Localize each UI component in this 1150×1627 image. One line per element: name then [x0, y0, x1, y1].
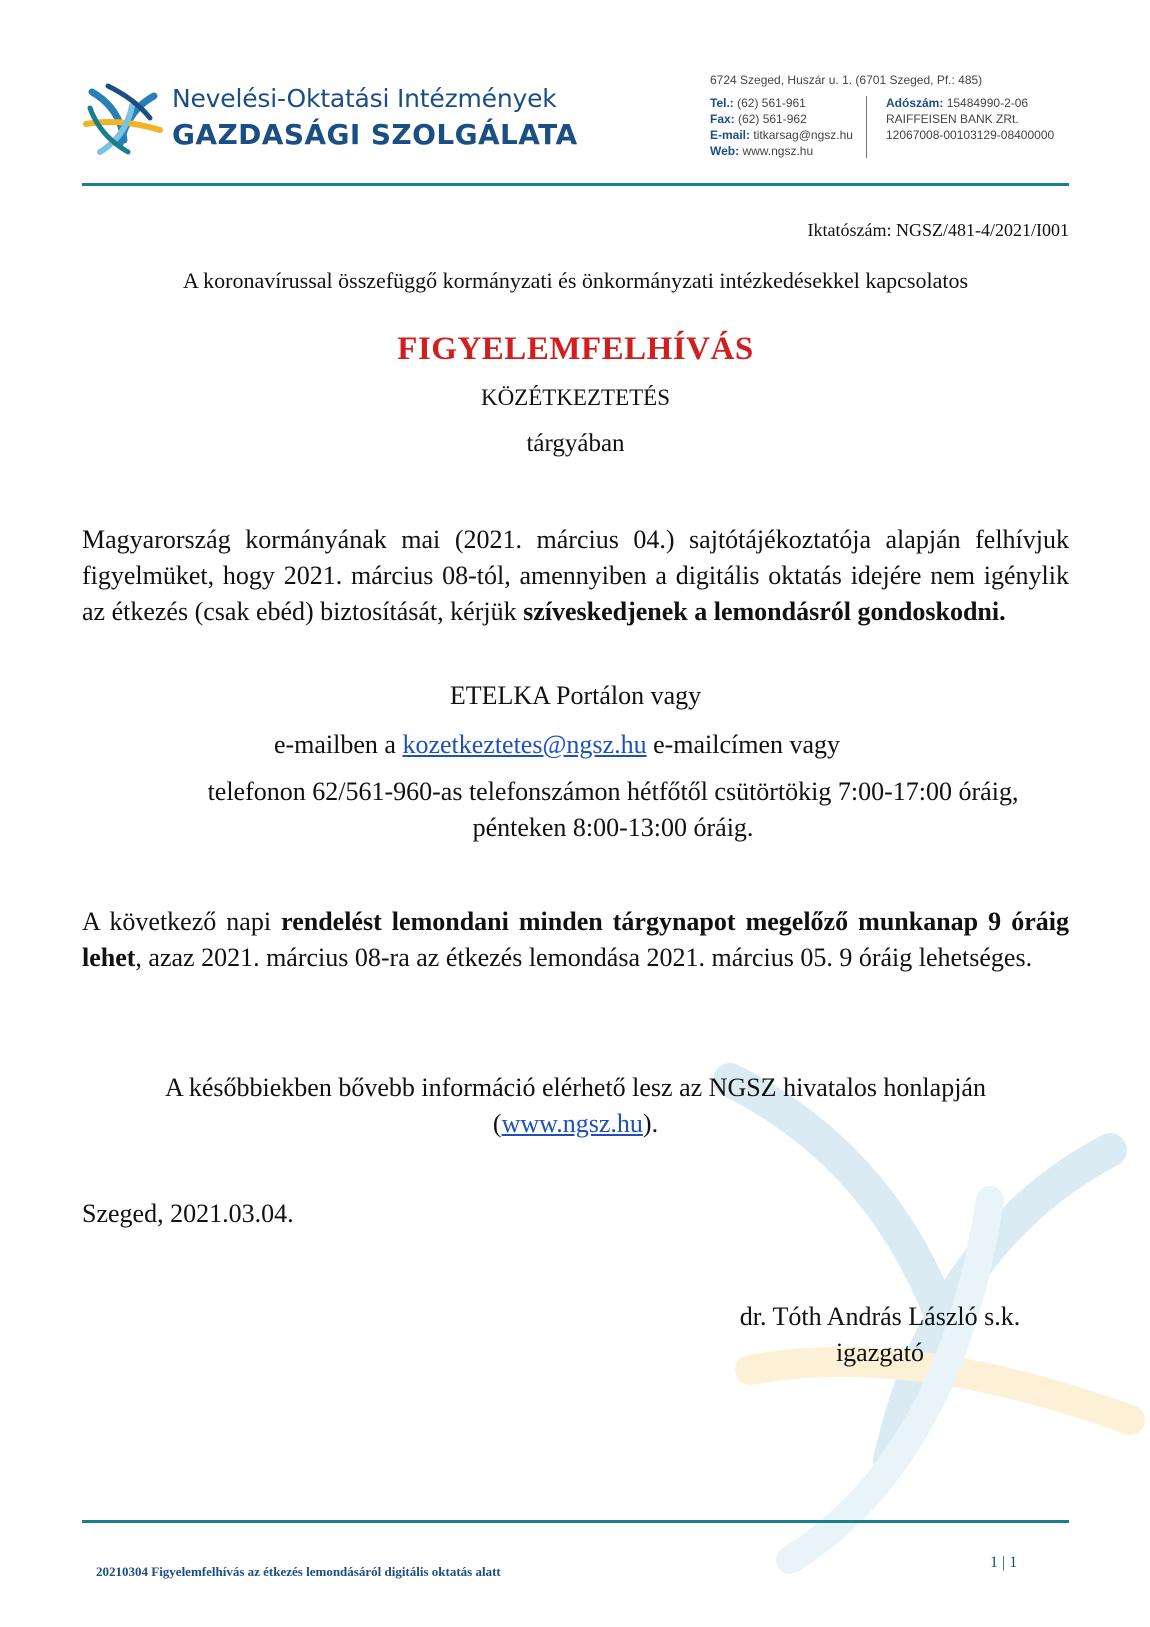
- bank-account: 12067008-00103129-08400000: [886, 128, 1055, 142]
- signature-block: [700, 1299, 1060, 1371]
- email-row: [710, 127, 853, 143]
- phone-label: Tel.:: [710, 96, 734, 110]
- deadline-prefix: A következő napi: [82, 907, 282, 936]
- email-value[interactable]: titkarsag@ngsz.hu: [753, 128, 853, 142]
- email-suffix: e-mailcímen vagy: [646, 730, 841, 759]
- fax-label: Fax:: [710, 112, 735, 126]
- paragraph-notice-bold: szíveskedjenek a lemondásról gondoskodni.: [523, 597, 1006, 626]
- email-contact-line: [82, 727, 1032, 763]
- phone-value: (62) 561-961: [737, 96, 806, 110]
- email-prefix: e-mailben a: [273, 730, 403, 759]
- paragraph-notice: [82, 522, 1069, 630]
- tax-row: [886, 95, 1054, 111]
- email-label: E-mail:: [710, 128, 751, 142]
- signer-name: dr. Tóth András László s.k.: [739, 1302, 1021, 1331]
- deadline-bold: rendelést lemondani minden tárgynapot megelőző munkanap 9 óráig lehet: [82, 907, 1070, 972]
- paragraph-more-info: [82, 1070, 1069, 1142]
- deadline-suffix: , azaz 2021. március 08-ra az étkezés lemondása 2021. március 05. 9 óráig lehetséges.: [135, 943, 1033, 972]
- fax-row: [710, 111, 853, 127]
- subject-suffix: tárgyában: [526, 430, 625, 457]
- signer-title: igazgató: [835, 1338, 925, 1367]
- header-rule: [82, 183, 1069, 186]
- organization-name-line2: GAZDASÁGI SZOLGÁLATA: [172, 118, 578, 151]
- phone-contact-line: telefonon 62/561-960-as telefonszámon hétfőtől csütörtökig 7:00-17:00 óráig, pénteken 8:00-13:00 óráig.: [207, 777, 1019, 842]
- page-number: 1 | 1: [990, 1554, 1018, 1571]
- order-email-link[interactable]: kozetkeztetes@ngsz.hu: [402, 730, 647, 759]
- organization-address: 6724 Szeged, Huszár u. 1. (6701 Szeged, Pf.: 485): [710, 73, 983, 87]
- ngsz-logo-icon: [80, 78, 166, 158]
- paragraph-deadline: [82, 904, 1069, 976]
- footer-file-name: 20210304 Figyelemfelhívás az étkezés lemondásáról digitális oktatás alatt: [96, 1564, 501, 1579]
- header-column-divider: [866, 96, 867, 158]
- footer-rule: [82, 1520, 1069, 1523]
- tax-value: 15484990-2-06: [946, 96, 1029, 110]
- more-info-prefix: A későbbiekben bővebb információ elérhető lesz az NGSZ hivatalos honlapján (: [165, 1073, 986, 1138]
- paragraph-notice-text: Magyarország kormányának mai (2021. március 04.) sajtótájékoztatója alapján felhívjuk figyelmüket, hogy 2021. március 08-tól, amennyiben a digitális oktatás idejére nem igénylik az étkezés (csak ebéd) biztosítását, kérjük: [82, 525, 1069, 626]
- bank-block: [886, 95, 1054, 143]
- etelka-line: ETELKA Portálon vagy: [449, 681, 702, 710]
- intro-line: A koronavírussal összefüggő kormányzati és önkormányzati intézkedésekkel kapcsolatos: [182, 268, 969, 293]
- tax-label: Adószám:: [886, 96, 944, 110]
- more-info-suffix: ).: [642, 1109, 659, 1138]
- registration-number: Iktatószám: NGSZ/481-4/2021/I001: [807, 220, 1069, 240]
- date-line: Szeged, 2021.03.04.: [82, 1199, 294, 1228]
- bank-name: RAIFFEISEN BANK ZRt.: [886, 112, 1019, 126]
- fax-value: (62) 561-962: [738, 112, 807, 126]
- document-title: FIGYELEMFELHÍVÁS: [397, 331, 754, 367]
- phone-row: [710, 95, 853, 111]
- website-link[interactable]: www.ngsz.hu: [501, 1109, 643, 1138]
- contact-block: [710, 95, 853, 159]
- subject-line: KÖZÉTKEZTETÉS: [480, 385, 671, 410]
- web-row: [710, 143, 853, 159]
- web-value[interactable]: www.ngsz.hu: [742, 144, 814, 158]
- organization-name-line1: Nevelési-Oktatási Intézmények: [172, 84, 557, 113]
- web-label: Web:: [710, 144, 740, 158]
